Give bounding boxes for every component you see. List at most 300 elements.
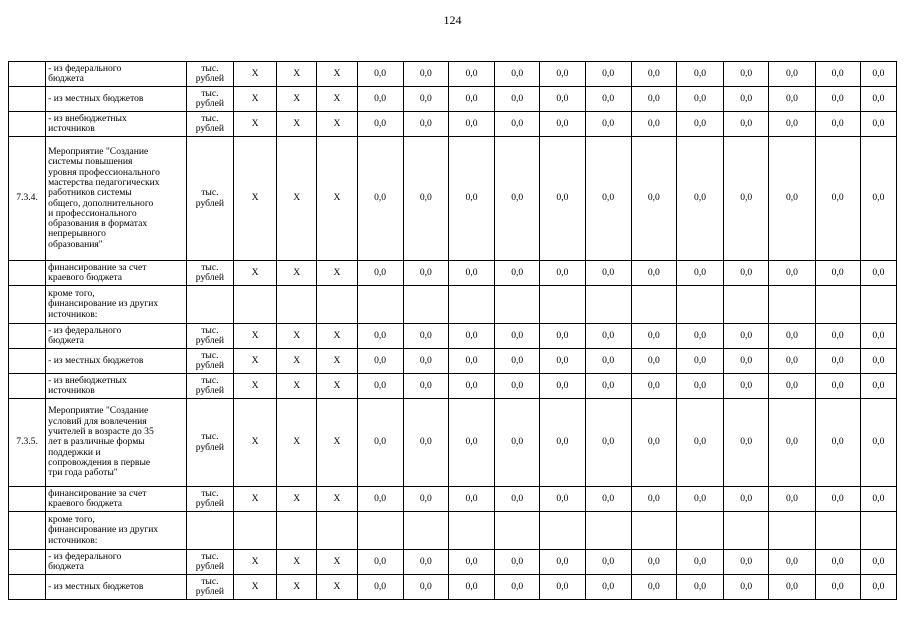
value-cell-text: 0,0 — [556, 92, 569, 104]
value-cell-text: 0,0 — [374, 436, 387, 448]
value-cell-text: 0,0 — [602, 192, 615, 204]
item-name-cell-text: - из внебюджетных источников — [48, 374, 127, 396]
value-cell-text: 0,0 — [419, 555, 432, 567]
value-cell — [631, 87, 676, 112]
value-cell — [495, 550, 540, 575]
value-cell-text: 0,0 — [872, 492, 885, 504]
value-cell — [769, 137, 815, 261]
value-cell — [631, 575, 676, 600]
value-cell — [676, 575, 723, 600]
value-cell-text: 0,0 — [831, 92, 844, 104]
value-cell — [815, 512, 860, 550]
value-cell-text: 0,0 — [602, 354, 615, 366]
value-cell — [860, 87, 896, 112]
unit-cell — [186, 349, 233, 374]
value-cell-text: 0,0 — [465, 92, 478, 104]
value-cell-text: 0,0 — [602, 92, 615, 104]
item-name-cell-text: - из местных бюджетов — [48, 92, 144, 104]
value-cell — [495, 87, 540, 112]
value-cell — [357, 487, 403, 512]
value-cell-text: 0,0 — [740, 436, 753, 448]
value-cell — [815, 374, 860, 399]
value-cell — [403, 550, 448, 575]
value-cell — [540, 112, 585, 137]
value-cell-text: 0,0 — [419, 436, 432, 448]
x-mark-cell — [233, 349, 276, 374]
value-cell-text: 0,0 — [647, 580, 660, 592]
value-cell-text: 0,0 — [511, 436, 524, 448]
x-mark-cell-text: Х — [293, 329, 301, 341]
x-mark-cell — [317, 374, 357, 399]
value-cell — [631, 399, 676, 487]
item-name-cell — [46, 399, 187, 487]
value-cell — [585, 286, 631, 324]
value-cell — [860, 286, 896, 324]
x-mark-cell-text: Х — [293, 67, 301, 79]
value-cell — [860, 261, 896, 286]
value-cell-text: 0,0 — [465, 379, 478, 391]
value-cell-text: 0,0 — [647, 555, 660, 567]
value-cell-text: 0,0 — [419, 92, 432, 104]
value-cell-text: 0,0 — [556, 379, 569, 391]
value-cell-text: 0,0 — [694, 492, 707, 504]
table-row — [9, 374, 897, 399]
value-cell-text: 0,0 — [465, 67, 478, 79]
value-cell — [631, 374, 676, 399]
value-cell — [403, 112, 448, 137]
value-cell — [448, 324, 494, 349]
value-cell — [631, 324, 676, 349]
value-cell-text: 0,0 — [602, 580, 615, 592]
value-cell-text: 0,0 — [694, 354, 707, 366]
value-cell — [815, 112, 860, 137]
unit-cell-text: тыс. рублей — [195, 374, 224, 396]
value-cell — [724, 87, 769, 112]
value-cell — [540, 261, 585, 286]
unit-cell — [186, 261, 233, 286]
unit-cell — [186, 286, 233, 324]
value-cell — [403, 512, 448, 550]
value-cell — [769, 324, 815, 349]
value-cell-text: 0,0 — [872, 329, 885, 341]
x-mark-cell — [277, 87, 317, 112]
value-cell — [860, 550, 896, 575]
value-cell — [631, 286, 676, 324]
value-cell-text: 0,0 — [694, 92, 707, 104]
x-mark-cell — [277, 112, 317, 137]
unit-cell — [186, 137, 233, 261]
item-number-cell — [9, 324, 46, 349]
x-mark-cell — [233, 512, 276, 550]
x-mark-cell-text: Х — [251, 436, 259, 448]
table-row — [9, 487, 897, 512]
item-name-cell — [46, 550, 187, 575]
value-cell — [724, 137, 769, 261]
value-cell — [585, 374, 631, 399]
value-cell — [448, 487, 494, 512]
unit-cell — [186, 374, 233, 399]
value-cell — [357, 261, 403, 286]
value-cell — [769, 349, 815, 374]
value-cell — [676, 349, 723, 374]
x-mark-cell-text: Х — [333, 354, 341, 366]
value-cell-text: 0,0 — [602, 266, 615, 278]
value-cell — [676, 87, 723, 112]
x-mark-cell-text: Х — [293, 492, 301, 504]
value-cell — [495, 487, 540, 512]
value-cell — [631, 512, 676, 550]
value-cell — [540, 286, 585, 324]
value-cell-text: 0,0 — [831, 555, 844, 567]
x-mark-cell — [277, 324, 317, 349]
value-cell-text: 0,0 — [602, 492, 615, 504]
table-row — [9, 137, 897, 261]
unit-cell — [186, 575, 233, 600]
x-mark-cell — [233, 87, 276, 112]
value-cell-text: 0,0 — [785, 492, 798, 504]
value-cell-text: 0,0 — [419, 192, 432, 204]
x-mark-cell — [277, 575, 317, 600]
x-mark-cell-text: Х — [251, 92, 259, 104]
x-mark-cell — [233, 112, 276, 137]
value-cell-text: 0,0 — [419, 379, 432, 391]
value-cell-text: 0,0 — [465, 192, 478, 204]
value-cell — [403, 62, 448, 87]
value-cell — [724, 62, 769, 87]
table-row — [9, 112, 897, 137]
value-cell — [724, 575, 769, 600]
value-cell — [815, 261, 860, 286]
value-cell — [631, 349, 676, 374]
x-mark-cell — [277, 349, 317, 374]
x-mark-cell — [233, 286, 276, 324]
value-cell — [815, 87, 860, 112]
value-cell — [403, 324, 448, 349]
item-number-cell — [9, 286, 46, 324]
item-number-cell — [9, 112, 46, 137]
value-cell-text: 0,0 — [785, 436, 798, 448]
value-cell — [495, 137, 540, 261]
value-cell-text: 0,0 — [831, 67, 844, 79]
value-cell-text: 0,0 — [831, 117, 844, 129]
item-number-cell-text: 7.3.4. — [16, 192, 38, 204]
value-cell-text: 0,0 — [419, 354, 432, 366]
value-cell — [769, 62, 815, 87]
value-cell-text: 0,0 — [785, 266, 798, 278]
table-row — [9, 62, 897, 87]
item-name-cell — [46, 137, 187, 261]
value-cell — [724, 286, 769, 324]
table-row — [9, 324, 897, 349]
value-cell-text: 0,0 — [556, 580, 569, 592]
value-cell-text: 0,0 — [740, 379, 753, 391]
item-number-cell — [9, 550, 46, 575]
value-cell — [495, 62, 540, 87]
table-row — [9, 575, 897, 600]
value-cell-text: 0,0 — [511, 329, 524, 341]
value-cell — [495, 261, 540, 286]
item-name-cell-text: кроме того, финансирование из других источников: — [48, 514, 159, 546]
value-cell — [815, 399, 860, 487]
value-cell — [585, 62, 631, 87]
value-cell-text: 0,0 — [374, 92, 387, 104]
value-cell — [769, 286, 815, 324]
value-cell — [495, 286, 540, 324]
x-mark-cell — [317, 286, 357, 324]
value-cell — [769, 575, 815, 600]
x-mark-cell-text: Х — [293, 580, 301, 592]
unit-cell — [186, 512, 233, 550]
x-mark-cell-text: Х — [333, 379, 341, 391]
value-cell-text: 0,0 — [647, 329, 660, 341]
value-cell-text: 0,0 — [785, 580, 798, 592]
value-cell-text: 0,0 — [785, 379, 798, 391]
item-name-cell — [46, 512, 187, 550]
value-cell-text: 0,0 — [556, 192, 569, 204]
value-cell-text: 0,0 — [647, 436, 660, 448]
value-cell — [357, 575, 403, 600]
value-cell — [815, 575, 860, 600]
item-number-cell — [9, 261, 46, 286]
x-mark-cell-text: Х — [251, 329, 259, 341]
value-cell — [676, 487, 723, 512]
value-cell — [769, 261, 815, 286]
value-cell — [860, 487, 896, 512]
item-name-cell-text: - из местных бюджетов — [48, 354, 144, 366]
value-cell-text: 0,0 — [872, 117, 885, 129]
value-cell-text: 0,0 — [556, 117, 569, 129]
value-cell-text: 0,0 — [872, 266, 885, 278]
value-cell — [403, 575, 448, 600]
value-cell — [357, 112, 403, 137]
value-cell-text: 0,0 — [511, 492, 524, 504]
x-mark-cell-text: Х — [251, 492, 259, 504]
value-cell-text: 0,0 — [647, 266, 660, 278]
value-cell — [357, 349, 403, 374]
item-name-cell — [46, 286, 187, 324]
value-cell — [540, 575, 585, 600]
x-mark-cell-text: Х — [333, 555, 341, 567]
value-cell — [585, 575, 631, 600]
value-cell-text: 0,0 — [872, 580, 885, 592]
x-mark-cell-text: Х — [251, 192, 259, 204]
item-name-cell-text: кроме того, финансирование из других источников: — [48, 288, 159, 320]
value-cell — [448, 112, 494, 137]
x-mark-cell — [317, 137, 357, 261]
value-cell-text: 0,0 — [740, 354, 753, 366]
value-cell — [860, 324, 896, 349]
x-mark-cell — [277, 487, 317, 512]
value-cell — [403, 487, 448, 512]
value-cell — [769, 487, 815, 512]
x-mark-cell-text: Х — [293, 192, 301, 204]
value-cell — [815, 137, 860, 261]
value-cell-text: 0,0 — [511, 580, 524, 592]
value-cell-text: 0,0 — [647, 492, 660, 504]
value-cell-text: 0,0 — [785, 92, 798, 104]
value-cell — [448, 512, 494, 550]
value-cell-text: 0,0 — [511, 117, 524, 129]
value-cell-text: 0,0 — [511, 555, 524, 567]
value-cell-text: 0,0 — [831, 354, 844, 366]
item-number-cell — [9, 137, 46, 261]
value-cell-text: 0,0 — [785, 555, 798, 567]
value-cell-text: 0,0 — [831, 580, 844, 592]
value-cell-text: 0,0 — [872, 354, 885, 366]
item-name-cell-text: финансирование за счет краевого бюджета — [48, 487, 147, 509]
x-mark-cell-text: Х — [251, 580, 259, 592]
item-number-cell — [9, 399, 46, 487]
unit-cell — [186, 487, 233, 512]
value-cell — [448, 261, 494, 286]
item-name-cell — [46, 112, 187, 137]
value-cell — [540, 349, 585, 374]
value-cell — [860, 374, 896, 399]
x-mark-cell — [317, 349, 357, 374]
value-cell — [769, 374, 815, 399]
value-cell-text: 0,0 — [374, 192, 387, 204]
value-cell — [540, 62, 585, 87]
x-mark-cell-text: Х — [333, 67, 341, 79]
value-cell — [724, 112, 769, 137]
value-cell — [724, 349, 769, 374]
unit-cell-text: тыс. рублей — [195, 112, 224, 134]
value-cell — [585, 349, 631, 374]
value-cell — [860, 349, 896, 374]
value-cell — [585, 261, 631, 286]
x-mark-cell — [317, 324, 357, 349]
value-cell — [448, 87, 494, 112]
value-cell — [585, 487, 631, 512]
x-mark-cell-text: Х — [251, 555, 259, 567]
page-number: 124 — [443, 13, 462, 27]
x-mark-cell — [277, 137, 317, 261]
value-cell-text: 0,0 — [511, 379, 524, 391]
value-cell-text: 0,0 — [740, 580, 753, 592]
item-number-cell — [9, 349, 46, 374]
value-cell — [815, 62, 860, 87]
value-cell — [403, 87, 448, 112]
value-cell-text: 0,0 — [647, 192, 660, 204]
x-mark-cell-text: Х — [333, 492, 341, 504]
value-cell-text: 0,0 — [556, 436, 569, 448]
value-cell-text: 0,0 — [785, 192, 798, 204]
item-number-cell — [9, 87, 46, 112]
value-cell — [815, 286, 860, 324]
x-mark-cell-text: Х — [333, 266, 341, 278]
value-cell — [495, 512, 540, 550]
value-cell-text: 0,0 — [602, 117, 615, 129]
value-cell-text: 0,0 — [872, 436, 885, 448]
value-cell — [448, 349, 494, 374]
x-mark-cell — [317, 575, 357, 600]
x-mark-cell-text: Х — [333, 92, 341, 104]
table-row — [9, 550, 897, 575]
value-cell — [403, 137, 448, 261]
value-cell-text: 0,0 — [785, 329, 798, 341]
x-mark-cell-text: Х — [333, 329, 341, 341]
value-cell — [448, 374, 494, 399]
item-name-cell — [46, 575, 187, 600]
value-cell-text: 0,0 — [785, 354, 798, 366]
unit-cell-text: тыс. рублей — [195, 431, 224, 453]
value-cell-text: 0,0 — [602, 555, 615, 567]
value-cell-text: 0,0 — [694, 580, 707, 592]
budget-table — [8, 61, 897, 600]
value-cell — [631, 62, 676, 87]
value-cell-text: 0,0 — [556, 492, 569, 504]
value-cell-text: 0,0 — [831, 379, 844, 391]
x-mark-cell-text: Х — [293, 266, 301, 278]
x-mark-cell — [233, 374, 276, 399]
item-name-cell-text: Мероприятие "Создание системы повышения уровня профессионального мастерства педагогических работников системы общего, дополнительного и профессионального образования в форматах непрерывного образования" — [48, 146, 160, 250]
value-cell — [357, 512, 403, 550]
x-mark-cell-text: Х — [251, 354, 259, 366]
value-cell-text: 0,0 — [556, 354, 569, 366]
unit-cell-text: тыс. рублей — [195, 349, 224, 371]
value-cell — [585, 550, 631, 575]
value-cell-text: 0,0 — [556, 266, 569, 278]
x-mark-cell — [317, 550, 357, 575]
x-mark-cell — [317, 261, 357, 286]
value-cell — [495, 112, 540, 137]
value-cell — [585, 87, 631, 112]
x-mark-cell-text: Х — [333, 192, 341, 204]
value-cell — [676, 112, 723, 137]
unit-cell-text: тыс. рублей — [195, 550, 224, 572]
table-body — [9, 62, 897, 600]
value-cell — [448, 62, 494, 87]
value-cell — [357, 399, 403, 487]
value-cell — [495, 575, 540, 600]
value-cell-text: 0,0 — [419, 117, 432, 129]
value-cell — [769, 512, 815, 550]
unit-cell-text: тыс. рублей — [195, 487, 224, 509]
value-cell — [769, 112, 815, 137]
item-number-cell-text: 7.3.5. — [16, 436, 38, 448]
value-cell-text: 0,0 — [602, 436, 615, 448]
x-mark-cell-text: Х — [293, 379, 301, 391]
value-cell-text: 0,0 — [831, 329, 844, 341]
value-cell-text: 0,0 — [419, 67, 432, 79]
value-cell — [724, 261, 769, 286]
x-mark-cell — [233, 62, 276, 87]
item-name-cell-text: Мероприятие "Создание условий для вовлечения учителей в возрасте до 35 лет в различные формы поддержки и сопровождения в первые три года работы" — [48, 405, 154, 479]
table-row — [9, 87, 897, 112]
value-cell-text: 0,0 — [740, 192, 753, 204]
value-cell-text: 0,0 — [556, 555, 569, 567]
value-cell-text: 0,0 — [419, 329, 432, 341]
value-cell-text: 0,0 — [374, 329, 387, 341]
value-cell — [540, 487, 585, 512]
value-cell — [540, 550, 585, 575]
value-cell-text: 0,0 — [374, 354, 387, 366]
value-cell — [495, 349, 540, 374]
value-cell — [631, 487, 676, 512]
value-cell-text: 0,0 — [647, 92, 660, 104]
value-cell — [540, 374, 585, 399]
value-cell-text: 0,0 — [785, 67, 798, 79]
value-cell — [724, 374, 769, 399]
x-mark-cell — [317, 112, 357, 137]
item-number-cell — [9, 575, 46, 600]
item-name-cell — [46, 87, 187, 112]
value-cell-text: 0,0 — [694, 436, 707, 448]
value-cell-text: 0,0 — [602, 379, 615, 391]
table-row — [9, 349, 897, 374]
x-mark-cell-text: Х — [293, 555, 301, 567]
value-cell — [724, 324, 769, 349]
